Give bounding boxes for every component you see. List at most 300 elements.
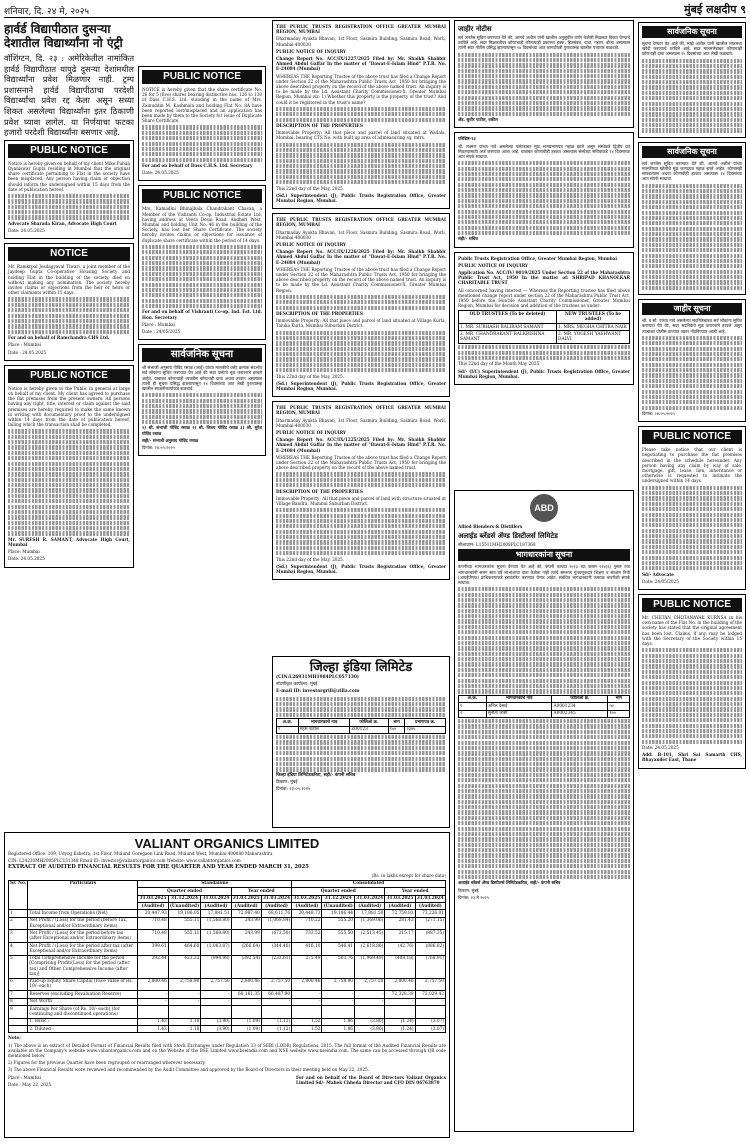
row-value: - xyxy=(201,991,231,998)
row-value: 1.18 xyxy=(168,1025,201,1032)
column-audit-status: (Unaudited) xyxy=(169,903,200,909)
marathi-notice-3 xyxy=(638,299,746,422)
column-5 xyxy=(638,22,746,1134)
trust-inquiry-notice-2 xyxy=(272,213,450,397)
row-number: 8 xyxy=(9,998,28,1005)
row-value: - xyxy=(168,991,201,998)
notice-signature: सही/- सचिव xyxy=(458,236,478,242)
notice-date: Date: 24.05.2025 xyxy=(8,228,45,234)
notice-body: श्री. लक्ष्मण यांच्या नावे असलेल्या फ्लॅटबाबत मूळ भागप्रमाणपत्र गहाळ झाले असून संस्थेकडे द्वितीय प्रत मिळण्यासाठी अर्ज करण्यात आला आहे. याबाबत कोणाचीही हरकत असल्यास संस्थेच्या सचिवांकडे १४ दिवसांच्या आत संपर्क साधावा. xyxy=(458,143,630,159)
notice-date: Date: 24.05.2025 xyxy=(642,745,679,751)
table-row xyxy=(9,998,446,1005)
row-value: - xyxy=(168,998,201,1005)
marathi-notice-2 xyxy=(638,142,746,295)
company-cin: (CIN:L26931MH1984PLC057130) xyxy=(276,675,359,680)
results-subtitle: EXTRACT OF AUDITED FINANCIAL RESULTS FOR THE QUARTER AND YEAR ENDED MARCH 31, 2025 xyxy=(8,864,309,871)
table-row: १ महेश पाटील Z00123 १०० २३४५ xyxy=(277,726,446,733)
row-value: 215.17 xyxy=(385,930,415,943)
company-cin: सीआयएन: L15511MH2008PLC187368 xyxy=(458,542,536,548)
office-address: Dharmaday Ayukta Bhavan, 1st Floor, Sasmira Building, Sasmira Road, Worli, Mumbai-400030 xyxy=(276,417,446,428)
public-notice-english-1 xyxy=(638,426,746,590)
row-value xyxy=(138,1005,168,1018)
row-value: 710.48 xyxy=(138,930,168,943)
notice-signature: (Sd.) Superintendent (J), Public Trusts Registration Office, Greater Mumbai Region, Mumbai. xyxy=(276,563,446,574)
notice-place: Place : Mumbai xyxy=(142,321,176,327)
row-value: - xyxy=(322,998,355,1005)
row-value: (344.40) xyxy=(261,942,291,955)
company-cin: CIN: L24230MH2005PLC151348 Email ID: investor@valiantorganics.com Website: www.valiantorganics.com xyxy=(8,858,241,864)
row-value: 2,758.90 xyxy=(168,978,201,991)
row-value: (886.82) xyxy=(415,942,445,955)
column-date: 31.03.2025 xyxy=(293,896,321,902)
notice-signature: सही/- संभाजी अनुसाय गोविंद रसाळ xyxy=(142,437,199,443)
notice-title: सार्वजनिक सूचना xyxy=(642,26,742,38)
column-audit-status: (Unaudited) xyxy=(323,903,353,909)
notice-signature: Mr. SURESH R. SAMANT, Advocate High Court, Mumbai xyxy=(8,536,130,548)
column-audit-status: (Audited) xyxy=(415,902,445,909)
row-value: 2,800.46 xyxy=(231,978,261,991)
row-value: 2,758.90 xyxy=(322,978,355,991)
notice-place: Place: Mumbai xyxy=(8,549,40,555)
column-2 xyxy=(138,66,266,656)
row-value: - xyxy=(201,998,231,1005)
row-number xyxy=(9,1018,28,1025)
row-value: 68,611.76 xyxy=(261,910,291,917)
notice-date: दिनांक: २४.०५.२०२५ xyxy=(642,411,675,417)
column-audit-status: (Audited) xyxy=(138,902,168,909)
row-value: (1,568.80) xyxy=(201,917,231,930)
row-value: 546.41 xyxy=(322,942,355,955)
table-row: 1. MR. SUBHASH BALIRAM SAMANT 1. MRS. MEGHA CHITRA NAIK xyxy=(459,324,630,331)
row-value: (3.90) xyxy=(201,1018,231,1025)
notice-body: Please take notice that our client is negotiating to purchase the flat premises described in the schedule hereunder. Any person having any claim by way of sale, mortgage, gift, lease, lien, inheritance or otherwise is requested to intimate the undersigned within 14 days. xyxy=(642,447,742,484)
company-email: E-mail ID: investorgrill@zilla.com xyxy=(276,689,360,695)
notice-date: दिनांक: २४.०५.२०२५ xyxy=(142,445,175,451)
column-date: 31.03.2025 xyxy=(232,896,260,902)
row-particulars: Net Profit / (Loss) for the period after tax (after Exceptional and/or Extraordinary items) xyxy=(28,942,138,955)
notice-signature: For and on behalf of Vishranti Co-op. Ind. Est. Ltd. Hon. Secretary xyxy=(142,309,262,320)
row-value: (42.76) xyxy=(385,942,415,955)
column-date: 31.12.2024 xyxy=(168,895,201,902)
marathi-notice-rasal xyxy=(138,344,266,456)
row-particulars: 1. Basic : xyxy=(28,1018,138,1025)
row-value: - xyxy=(138,998,168,1005)
table-row xyxy=(9,1025,446,1032)
row-value: 2,757.50 xyxy=(355,978,385,991)
row-value: (994.98) xyxy=(201,955,231,978)
row-value xyxy=(168,1005,201,1018)
notice-signature: जिल्हा इंडिया लिमिटेडकरिता, सही/- कंपनी सचिव xyxy=(276,772,356,778)
board-signature: For and on behalf of the Board of Directors Valiant Organics Limited Sd/- Mahek Chheda Director and CFO DIN 06763870 xyxy=(296,1074,446,1085)
zilla-shareholder-table xyxy=(276,718,446,734)
row-value xyxy=(201,1005,231,1018)
row-value: - xyxy=(355,991,385,998)
row-value: (887.35) xyxy=(415,930,445,943)
table-header: फोलिओ क्र. xyxy=(552,695,608,702)
row-value: (271.15) xyxy=(415,917,445,930)
table-header: प्रमाणपत्र क्र. xyxy=(405,719,446,726)
issue-date: शनिवार, दि. २४ मे, २०२५ xyxy=(4,7,90,17)
row-value: - xyxy=(261,998,291,1005)
notice-body: कंपनीच्या भागधारकांना सूचना देण्यात येत आहे की, कंपनी कायदा २०१३ च्या कलम १२४(६) नुसार ज्या भागधारकांनी सलग सात वर्षे लाभांशाचा दावा केलेला नाही त्यांचे समभाग गुंतवणूकदार शिक्षण व संरक्षण निधी (आयईपीएफ) प्राधिकरणाकडे हस्तांतरित करण्यात येणार आहेत. संबंधित भागधारकांनी तत्काळ कंपनीशी संपर्क साधावा. xyxy=(458,564,630,586)
office-header: THE PUBLIC TRUSTS REGISTRATION OFFICE GREATER MUMBAI REGION, MUMBAI xyxy=(276,405,446,416)
notice-title: PUBLIC NOTICE xyxy=(8,144,130,158)
row-value: (1,063.87) xyxy=(201,942,231,955)
table-row xyxy=(9,991,446,998)
row-value: - xyxy=(292,998,322,1005)
row-value: 243.99 xyxy=(231,930,261,943)
column-date: 31.03.2025 xyxy=(139,896,167,902)
row-value: (1.09) xyxy=(231,1025,261,1032)
description-title: DESCRIPTION OF THE PROPERTIES xyxy=(276,310,363,316)
row-value: 1.43 xyxy=(138,1018,168,1025)
column-date: 31.03.2024 xyxy=(356,896,384,902)
notice-body: NOTICE is hereby given that the share certificate No. 26 for 5 (five) shares bearing distinctive nos. 126 to 130 of Dass C.H.S. Ltd. standing in the name of Mrs. Zainuddin M. Kashmala and holding Flat No. 8A have been reported lost/misplaced and an application has been made by them to the Society for issue of Duplicate Share Certificate. xyxy=(142,87,262,124)
table-header: Consolidated xyxy=(292,880,446,887)
row-value: 2,800.46 xyxy=(385,978,415,991)
notice-meta: Change Report No. ACC/IX/1225/2025 Filed by: Mr. Shaikh Shabbir Ahmed Abdul Gaffar In the matter of "Dawat-E-Islam Hind" P.T.R. No. E-24084 (Mumbai) xyxy=(276,437,446,453)
notice-body: सूचना देण्यात येत आहे की, माझे अशील यांनी खालील मालमत्ता खरेदी करण्याचे ठरविले आहे. सदर मालमत्तेबाबत कोणाचाही कोणताही दावा असल्यास १५ दिवसांच्या आत लेखी कळवावे. xyxy=(642,41,742,57)
masthead xyxy=(4,2,746,18)
zilla-india-notice xyxy=(272,656,450,828)
row-particulars: Total Income from Operations (Net) xyxy=(28,910,138,917)
trust-inquiry-notice-3 xyxy=(272,401,450,580)
table-header: भागधारकाचे नाव xyxy=(298,719,349,726)
row-value: 73,226.01 xyxy=(415,910,445,917)
abd-brand: Allied Blenders & Distillers xyxy=(458,524,523,529)
notice-subtitle: भागधारकांना सूचना xyxy=(458,549,630,561)
column-date: 31.03.2024 xyxy=(416,896,444,902)
notice-signature: For and on behalf of Dass C.H.S. Ltd. Secretary xyxy=(142,163,253,169)
row-value: 399.61 xyxy=(138,942,168,955)
heirs-list: १) श्री. संभाजी गोविंद रसाळ २) श्री. विजय गोविंद रसाळ ३) श्री. सुरेश गोविंद रसाळ xyxy=(142,425,262,436)
marathi-public-notice xyxy=(454,20,634,128)
column-audit-status: (Audited) xyxy=(385,902,415,909)
table-row xyxy=(9,942,446,955)
table-row xyxy=(9,910,446,917)
row-value: (1,969.49) xyxy=(355,955,385,978)
row-value xyxy=(355,1005,385,1018)
valiant-results xyxy=(4,832,450,1138)
notice-date: Date : 24/05/2025 xyxy=(142,328,181,334)
notice-body: सर्व जनतेस सूचित करण्यात येते की, आमचे अशील यांनी खालील अनुसूचीत वर्णन केलेली मिळकत विकत घेण्याचे ठरविले आहे. सदर मिळकतीवर कोणाचाही कोणत्याही प्रकारचा हक्क, हितसंबंध, दावा, गहाण, बोजा असल्यास त्यांनी सदर नोटीस प्रसिद्ध झाल्यापासून १४ दिवसांच्या आत कागदोपत्री पुराव्यासह खालील पत्त्यावर कळवावे. xyxy=(458,35,630,51)
notice-title: सार्वजनिक सूचना xyxy=(642,146,742,158)
row-value: (408.18) xyxy=(385,955,415,978)
row-value: 2,800.46 xyxy=(292,978,322,991)
table-header: OLD TRUSTEES (To be deleted) xyxy=(459,311,557,324)
trust-inquiry-khanolkar xyxy=(454,252,634,385)
row-value: 275.49 xyxy=(292,955,322,978)
headline: हार्वर्ड विद्यापीठात दुसऱ्या देशातील विद्यार्थ्यांना नो एंट्री xyxy=(4,22,123,50)
notice-meta: Application No. ACC/IV/ 0019/2025 Under Section 22 of the Maharashtra Public Trust Act, 1950 In the matter of: SHRIPAD KHANOLKAR CHARITABLE TRUST xyxy=(458,269,630,286)
notice-title: PUBLIC NOTICE xyxy=(142,70,262,84)
row-value: - xyxy=(355,998,385,1005)
appendix-13-notice xyxy=(454,132,634,247)
row-value: (3.07) xyxy=(415,1025,445,1032)
notice-body: Mr. CHETAN CHOTANAYAK KURNSA in his own name of the Flat No. in the building of the society has stated that the original agreement has been lost. Claims, if any, may be lodged with the Secretary of the Society within 15 days. xyxy=(642,615,742,647)
row-number: 2 xyxy=(9,917,28,930)
row-value: (2,618.86) xyxy=(355,942,385,955)
row-value: (1.24) xyxy=(385,1025,415,1032)
notice-signature: Add: B-101, Shri Sai Samarth CHS, Bhayander East, Thane xyxy=(642,752,742,763)
row-value: 555.11 xyxy=(168,917,201,930)
table-row xyxy=(9,930,446,943)
table-row xyxy=(9,955,446,978)
abd-notice xyxy=(454,490,634,1132)
row-value: 733.52 xyxy=(292,930,322,943)
notice-signature: Sd/- Advocate xyxy=(642,571,674,577)
row-value: (1,568.80) xyxy=(201,930,231,943)
table-header: NEW TRUSTEES (To be added) xyxy=(557,311,630,324)
public-notice-vishranti xyxy=(138,185,266,340)
row-value xyxy=(261,1005,291,1018)
row-value xyxy=(292,1005,322,1018)
notice-body: All concerned having interest — Whereas the Reporting trustee has filed above mentioned change report under section 22 of the Maharashtra Public Trust Act, 1950 before the Hon'ble Assistant Charity Commissioner, Greater Mumbai Region, Mumbai for decision and addition of the trustees as under: xyxy=(458,287,630,309)
row-value: (1.12) xyxy=(261,1025,291,1032)
column-date: 31.03.2025 xyxy=(386,896,414,902)
office-header: THE PUBLIC TRUSTS REGISTRATION OFFICE GREATER MUMBAI REGION, MUMBAI xyxy=(276,217,446,228)
notice-date: Date: 24.05.2025 xyxy=(142,170,179,176)
table-row xyxy=(9,978,446,991)
public-notice-gupta xyxy=(4,140,134,240)
row-particulars: Net Profit / (Loss) for the period (before Tax, Exceptional and/or Extraordinary items) xyxy=(28,917,138,930)
row-value: 1.18 xyxy=(168,1018,201,1025)
row-value: (3.90) xyxy=(201,1025,231,1032)
table-row: २ सुनीता जोशी A0002345 १०० xyxy=(459,710,630,717)
notice-body: सर्व जनतेस सूचित करण्यात येते की, आमचे अशील यांच्या मालकीच्या खोलीचे मूळ कागदपत्र गहाळ झाले आहेत. कोणासही सापडल्यास अथवा कोणाचीही हरकत असल्यास १४ दिवसांच्या आत संपर्क साधावा. xyxy=(642,160,742,182)
row-value: - xyxy=(385,998,415,1005)
notice-tiwari xyxy=(4,243,134,360)
row-value: - xyxy=(231,998,261,1005)
row-value: (1.09) xyxy=(231,1018,261,1025)
row-particulars: Earnings Per Share (of Rs. 10/- each) (for continuing and discontinued operations) xyxy=(28,1005,138,1018)
notice-title: परिशिष्ट-१३ xyxy=(458,136,476,142)
notice-title: PUBLIC NOTICE xyxy=(642,598,742,612)
description: Immovable Property: All that piece and parcel of land situated at Village Kurla, Taluka Kurla, Mumbai Suburban District. xyxy=(276,318,446,329)
notice-signature: (Sd.) Superintendent (J), Public Trusts Registration Office, Greater Mumbai Region, Mumbai. xyxy=(276,192,446,203)
company-title: VALIANT ORGANICS LIMITED xyxy=(134,836,320,851)
note: 3) The above Financial Results were reviewed and recommended by the Audit Committee and approved by the Board of Directors in their meeting held on May 22, 2025. xyxy=(8,1067,370,1073)
notice-signature: अलाईड ब्लेंडर्स ॲण्ड डिस्टीलर्स लिमिटेडकरिता, सही/- कंपनी सचिव xyxy=(458,880,561,886)
row-number: 6 xyxy=(9,978,28,991)
column-4 xyxy=(454,20,634,400)
column-audit-status: (Audited) xyxy=(261,902,291,909)
notice-title: PUBLIC NOTICE OF INQUIRY xyxy=(276,429,347,435)
row-value: 1.52 xyxy=(292,1025,322,1032)
row-value: (1,369.06) xyxy=(355,917,385,930)
notice-title: PUBLIC NOTICE xyxy=(642,430,742,444)
row-value xyxy=(231,1005,261,1018)
column-date: 31.03.2024 xyxy=(202,896,230,902)
marathi-notice-1 xyxy=(638,22,746,138)
row-value: 416.10 xyxy=(292,942,322,955)
row-value: 1.86 xyxy=(322,1025,355,1032)
row-value: (3.07) xyxy=(415,1018,445,1025)
column-3 xyxy=(272,20,450,652)
news-article: वॉशिंग्टन, दि. २३ : अमेरिकेतील नामांकित हार्वर्ड विद्यापीठात यापुढे दुसऱ्या देशांमधील विद्यार्थ्यांना प्रवेश मिळणार नाही. ट्रम्प प्रशासनाने हार्वर्ड विद्यापीठाचा परदेशी विद्यार्थ्यांचा प्रवेश रद्द केला असून सध्या शिकत असलेल्या विद्यार्थ्यांना इतर ठिकाणी प्रवेश घ्यावा लागेल. या निर्णयाचा फटका हजारो परदेशी विद्यार्थ्यांना बसणार आहे. xyxy=(4,53,134,138)
paper-name: मुंबई लक्षदीप ९ xyxy=(684,3,746,16)
row-particulars: Net Profit / (Loss) for the period before tax (after Exceptional and/or Extraordinary items) xyxy=(28,930,138,943)
company-address: नोंदणीकृत कार्यालय: मुंबई xyxy=(276,682,318,688)
table-row xyxy=(9,1018,446,1025)
row-value: (233.61) xyxy=(261,955,291,978)
notice-body: Mrs. Kamadini Bhinajbala Chandrakant Chavan, a Member of the Vishranti Co-op. Industrial Estate Ltd, having address at Veera Desai Road, Andheri West, Mumbai and holding Unit No. 46 in the building of the Society, has lost her Share Certificate. The society hereby invites claims or objections for issuance of duplicate share certificate within the period of 14 days. xyxy=(142,206,262,243)
row-number: 7 xyxy=(9,991,28,998)
row-value: 17,881.51 xyxy=(201,910,231,917)
notice-title: PUBLIC NOTICE xyxy=(8,369,130,383)
notice-meta: Change Report No. ACC/IX/1226/2025 Filed by: Mr. Shaikh Shabbir Ahmed Abdul Gaffar In the matter of "Dawat-E-Islam Hind" P.T.R. No. E-24084 (Mumbai) xyxy=(276,249,446,265)
row-value: (768.91) xyxy=(415,955,445,978)
row-value: 464.60 xyxy=(168,942,201,955)
table-header: Year ended xyxy=(385,888,446,895)
notice-date: This 22nd day of the May, 2025. xyxy=(276,373,345,379)
row-value xyxy=(322,1005,355,1018)
row-value: 503.76 xyxy=(322,955,355,978)
row-value: 19,186.44 xyxy=(322,910,355,917)
office-address: Dharmaday Ayukta Bhavan, 1st Floor, Sasmira Building, Sasmira Road, Worli, Mumbai-400030 xyxy=(276,36,446,47)
row-number: 5 xyxy=(9,955,28,978)
row-number: 3 xyxy=(9,930,28,943)
row-value: 2,757.50 xyxy=(201,978,231,991)
description-title: DESCRIPTION OF THE PROPERTIES xyxy=(276,488,363,494)
table-row xyxy=(9,1005,446,1018)
notice-title: PUBLIC NOTICE OF INQUIRY xyxy=(276,242,347,247)
trust-inquiry-notice-1 xyxy=(272,20,450,209)
column-date: 31.03.2024 xyxy=(263,896,290,902)
office-header: THE PUBLIC TRUSTS REGISTRATION OFFICE GREATER MUMBAI REGION, MUMBAI xyxy=(276,24,446,35)
notice-body: WHEREAS THE Reporting Trustee of the above trust has filed a Change Report under Section 22 of the Maharashtra Public Trusts Act, 1950 for bringing the above described property on the record of the above named trust. An inquiry is to be made by the Ld. Assistant Charity Commissioner-X, Greater Mumbai Region, Mumbai viz: 1) Whether this property is the property of the trust? And could it be registered in the trust's name? xyxy=(276,73,446,105)
row-value: 423.33 xyxy=(168,955,201,978)
notice-place: Place : Mumbai xyxy=(8,342,42,348)
notice-date: This 22nd day of the May, 2025. xyxy=(276,185,345,191)
notice-body: WHEREAS THE Reporting Trustee of the above trust has filed a Change Report under Section 22 of the Maharashtra Public Trusts Act, 1950 for bringing the above described property on the record of the above named trust. xyxy=(276,454,446,471)
row-value: (2,513.45) xyxy=(355,930,385,943)
table-row: 2. MR. CHANDRAKANT BALKRISHNA SAMANT 2. MR. YOGESH YASHWANT DALVI xyxy=(459,331,630,344)
row-value: (1.12) xyxy=(261,1018,291,1025)
row-value: 392.44 xyxy=(138,955,168,978)
notice-signature: ॲड. सुधीर पाटील, वकील xyxy=(458,117,498,123)
row-value: - xyxy=(322,991,355,998)
row-particulars: Net Worth xyxy=(28,998,138,1005)
row-value: 20,447.93 xyxy=(138,910,168,917)
table-row xyxy=(9,917,446,930)
notice-date: Date: 24.05.2025 xyxy=(8,556,45,562)
description: Immovable Property: All that piece and parcel of land with structure situated at Village Bandra, Mumbai Suburban District. xyxy=(276,495,446,506)
table-header: भागधारकाचे नाव xyxy=(486,695,552,702)
row-value: (1,069.84) xyxy=(261,917,291,930)
row-value: (3.80) xyxy=(355,1025,385,1032)
notice-title: PUBLIC NOTICE xyxy=(142,189,262,203)
notice-date: This 22nd day of the May, 2025. xyxy=(276,556,345,562)
row-value: (1.24) xyxy=(385,1018,415,1025)
row-value: 710.48 xyxy=(138,917,168,930)
table-header: अ.क्र. xyxy=(459,695,487,702)
row-value: (673.50) xyxy=(261,930,291,943)
row-value: 20,448.73 xyxy=(292,910,322,917)
row-value: (392.54) xyxy=(231,955,261,978)
notice-signature: Sd/- (I/C) Superintendent (J), Public Trusts Registration Office, Greater Mumbai Region, Mumbai. xyxy=(458,368,630,379)
column-audit-status: (Audited) xyxy=(201,902,231,909)
note: 2) Figures for the previous Quarter have been regrouped or rearranged wherever necessary. xyxy=(8,1060,206,1066)
results-place: Place : Mumbai xyxy=(8,1074,42,1080)
row-particulars: Reserves (excluding Revaluation Reserve) xyxy=(28,991,138,998)
table-header: भाग xyxy=(608,695,630,702)
notice-title: सार्वजनिक सूचना xyxy=(142,348,262,362)
column-audit-status: (Audited) xyxy=(355,902,385,909)
table-header: अ.क्र. xyxy=(277,719,299,726)
row-particulars: Total Comprehensive Income for the period [Comprising Profit/(Loss) for the period (after tax) and Other Comprehensive Income (after tax)] xyxy=(28,955,138,978)
description: Immovable Property: All that piece and parcel of land situated at Wadala, Mumbai, bearing CTS No. with built up area of admeasuring sq. mtrs. xyxy=(276,130,446,141)
row-value: 555.20 xyxy=(322,917,355,930)
notice-date: Date: 24/05/2025 xyxy=(642,578,679,584)
table-header: भाग xyxy=(388,719,405,726)
notice-signature: Advocate Sharada Kiran, Advocate High Court xyxy=(8,220,117,226)
table-header: Particulars xyxy=(28,880,138,910)
row-value: 555.50 xyxy=(322,930,355,943)
row-value: 2,757.50 xyxy=(415,978,445,991)
company-title: अलाईड ब्लेंडर्स ॲण्ड डिस्टीलर्स लिमिटेड xyxy=(458,531,558,541)
row-value: 2,800.46 xyxy=(138,978,168,991)
row-value: 710.22 xyxy=(292,917,322,930)
row-value: 68,161.35 xyxy=(231,991,261,998)
column-audit-status: (Audited) xyxy=(292,902,322,909)
table-header: Year ended xyxy=(231,888,292,895)
notice-date: दिनांक: २३ मे २०२५ xyxy=(458,894,489,900)
notice-meta: Change Report No. ACC/IX/1227/2025 Filed by: Mr. Shaikh Shabbir Ahmed Abdul Gaffar In the matter of "Dawat-E-Islam Hind" P.T.R. No. E-24084 (Mumbai) xyxy=(276,56,446,72)
notice-signature: (Sd.) Superintendent (J), Public Trusts Registration Office, Greater Mumbai Region, Mumbai. xyxy=(276,380,446,391)
trustees-table xyxy=(458,310,630,344)
office-header: Public Trusts Registration Office, Greater Mumbai Region, Mumbai xyxy=(458,255,617,261)
row-value: 72,328.39 xyxy=(385,991,415,998)
table-header: फोलिओ क्र. xyxy=(350,719,388,726)
row-particulars: Paid-up Equity Share Capital (Face Value of Rs. 10/- each) xyxy=(28,978,138,991)
notice-body: Mr. Ramkrpal Jesdagyaval Tiwari, a joint member of the Jaydeep Gupta Co-operative Housing Society and holding Flat in the building of the society, died on without making any nomination. The society hereby invites claims or objections from the heir or heirs or other claimants within 15 days. xyxy=(8,264,130,296)
row-number xyxy=(9,1025,28,1032)
notice-place: ठिकाण: मुंबई xyxy=(276,779,298,785)
row-value: 243.99 xyxy=(231,917,261,930)
office-address: Dharmaday Ayukta Bhavan, 1st Floor, Sasmira Building, Sasmira Road, Worli, Mumbai-400030 xyxy=(276,229,446,240)
row-value: 1.86 xyxy=(322,1018,355,1025)
table-header: Quarter ended xyxy=(292,888,385,895)
row-value: 2,757.50 xyxy=(261,978,291,991)
notice-body: WHEREAS THE Reporting Trustee of the above trust has filed a Change Report under Section 22 of the Maharashtra Public Trusts Act, 1950 for bringing the above described property on the record of the above named trust. An inquiry is to be made by the Ld. Assistant Charity Commissioner-X, Greater Mumbai Region. xyxy=(276,266,446,293)
notice-body: श्री. व सौ. यांच्या नावे असलेल्या सदनिकेबाबत सर्व लोकांना सूचित करण्यात येते की, सदर सदनिकेचे मूळ करारनामे हरवले असून त्याबाबत पोलीस ठाण्यात तक्रार नोंदविण्यात आली आहे. xyxy=(642,318,742,334)
notice-body: Notice is hereby given on behalf of my client Mike Pubali Dyaniswar Gupta residing in Mumbai that the original share certificate pertaining to Flat in the society have been misplaced. Any person having claim or objection should inform the undersigned within 15 days from the date of publication hereof. xyxy=(8,160,130,192)
row-value: 19,186.05 xyxy=(168,910,201,917)
notice-body: Notice is hereby given to the Public in general at large on behalf of my client. My client has agreed to purchase the flat premises from the present owners. All persons having any right, title, interest or claim against the said premises are hereby required to make the same known in writing with documentary proof to the undersigned within 14 days from the date of publication hereof, failing which the transaction shall be completed. xyxy=(8,385,130,428)
notice-date: दिनांक: २३.०५.२०२५ xyxy=(276,787,311,793)
table-header: Quarter ended xyxy=(138,888,231,895)
row-value: 72,987.40 xyxy=(231,910,261,917)
results-table xyxy=(8,880,446,1033)
notice-place: ठिकाण: मुंबई xyxy=(458,887,479,893)
row-value: 72,759.83 xyxy=(385,910,415,917)
row-value: 72,029.42 xyxy=(415,991,445,998)
row-value xyxy=(415,1005,445,1018)
row-value xyxy=(385,1005,415,1018)
notice-date: This 22nd day of the Month May 2025 xyxy=(458,361,540,367)
notice-date: Date : 24.05.2025 xyxy=(8,349,47,355)
column-audit-status: (Audited) xyxy=(231,902,261,909)
description-title: DESCRIPTION OF THE PROPERTIES xyxy=(276,122,363,128)
note: 1) The above is an extract of Detailed Format of Financial Results filed with Stock Exchanges under Regulation 33 of SEBI (LODR) Regulations, 2015. The full format of the Audited Financial Results are available on the Company's website www.valiantorganics.com and on the Website of the BSE Limited www.bseindia.com and NSE website www.nseindia.com. The same can be accessed through QR code mentioned below. xyxy=(8,1042,446,1058)
public-notice-dass-chs xyxy=(138,66,266,181)
company-title: जिल्हा इंडिया लिमिटेड xyxy=(309,660,413,675)
company-reg: Registered Office: 109, Udyog Kshetra, 1st Floor, Mulund Goregaon Link Road, Mulund West, Mumbai-400080 Maharashtra xyxy=(8,851,273,856)
row-particulars: 2. Diluted : xyxy=(28,1025,138,1032)
row-number: 4 xyxy=(9,942,28,955)
notice-title: PUBLIC NOTICE OF INQUIRY xyxy=(458,262,529,268)
